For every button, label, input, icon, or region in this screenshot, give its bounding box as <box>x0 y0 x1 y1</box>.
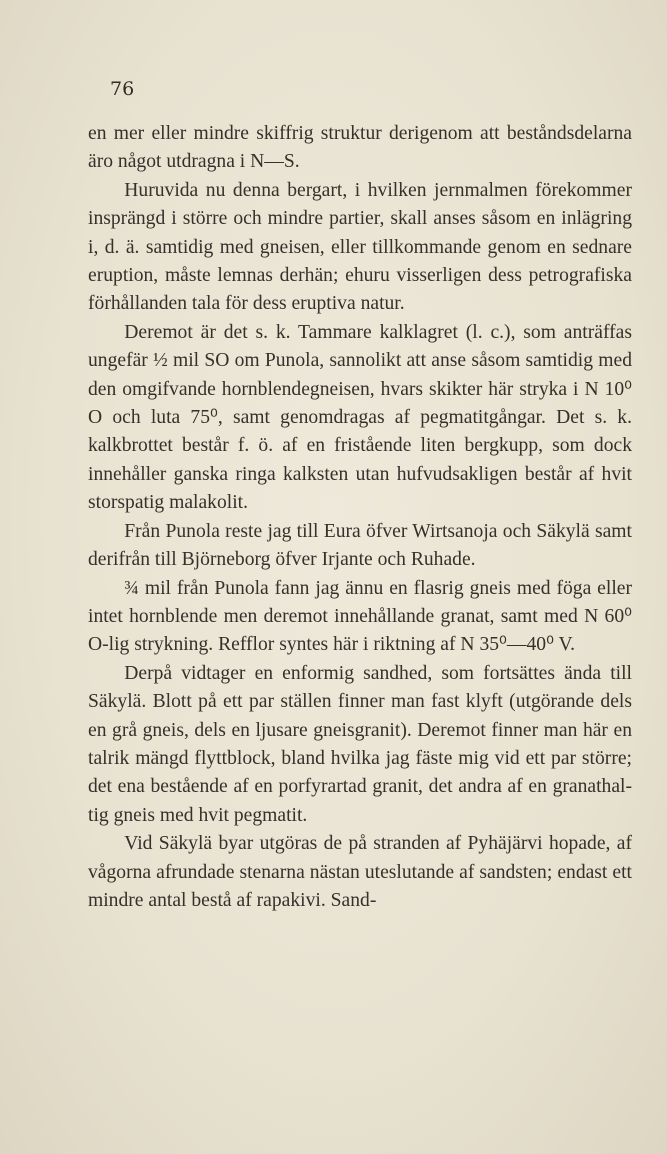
paragraph-2: Huruvida nu denna bergart, i hvilken jernmalmen förekommer insprängd i större och mindre partier, skall anses såsom en inlägring i, d. ä. samtidig med gneisen, eller tillkommande genom en sednare eruption, måste lemnas derhän; ehuru visserligen dess petrografiska förhållanden tala för dess eruptiva natur. <box>88 179 632 315</box>
paragraph-1: en mer eller mindre skiffrig struktur derigenom att beståndsdelarna äro något utdragna i N—S. <box>88 123 632 173</box>
page-number: 76 <box>110 78 135 100</box>
paragraph-4: Från Punola reste jag till Eura öfver Wirtsanoja och Säkylä samt derifrån till Björneborg öfver Irjante och Ruhade. <box>88 520 632 571</box>
body-text <box>88 120 632 915</box>
paragraph-5: ¾ mil från Punola fann jag ännu en flasrig gneis med föga eller intet hornblende men deremot innehållande granat, samt med N 60⁰ O-lig strykning. Refflor syntes här i riktning af N 35⁰—40⁰ V. <box>88 577 632 656</box>
paragraph-3: Deremot är det s. k. Tammare kalklagret (l. c.), som anträffas ungefär ½ mil SO om Punola, sannolikt att anse såsom samtidig med den omgifvande hornblendegneisen, hvars skikter här stryka i N 10⁰ O och luta 75⁰, samt genomdragas af pegmatitgångar. Det s. k. kalkbrottet består f. ö. af en fristående liten bergkupp, som dock innehåller ganska ringa kalksten utan hufvudsakligen består af hvit storspatig malakolit. <box>88 321 632 514</box>
paragraph-6: Derpå vidtager en enformig sandhed, som fortsättes ända till Säkylä. Blott på ett par ställen finner man fast klyft (utgörande dels en grå gneis, dels en ljusare gneisgranit). Deremot finner man här en talrik mängd flyttblock, bland hvilka jag fäste mig vid ett par större; det ena bestående af en porfyrartad granit, det andra af en granathaltig gneis med hvit pegmatit. <box>88 662 632 826</box>
paragraph-7: Vid Säkylä byar utgöras de på stranden af Pyhäjärvi hopade, af vågorna afrundade stenarna nästan uteslutande af sandsten; endast ett mindre antal bestå af rapakivi. Sand- <box>88 833 632 911</box>
